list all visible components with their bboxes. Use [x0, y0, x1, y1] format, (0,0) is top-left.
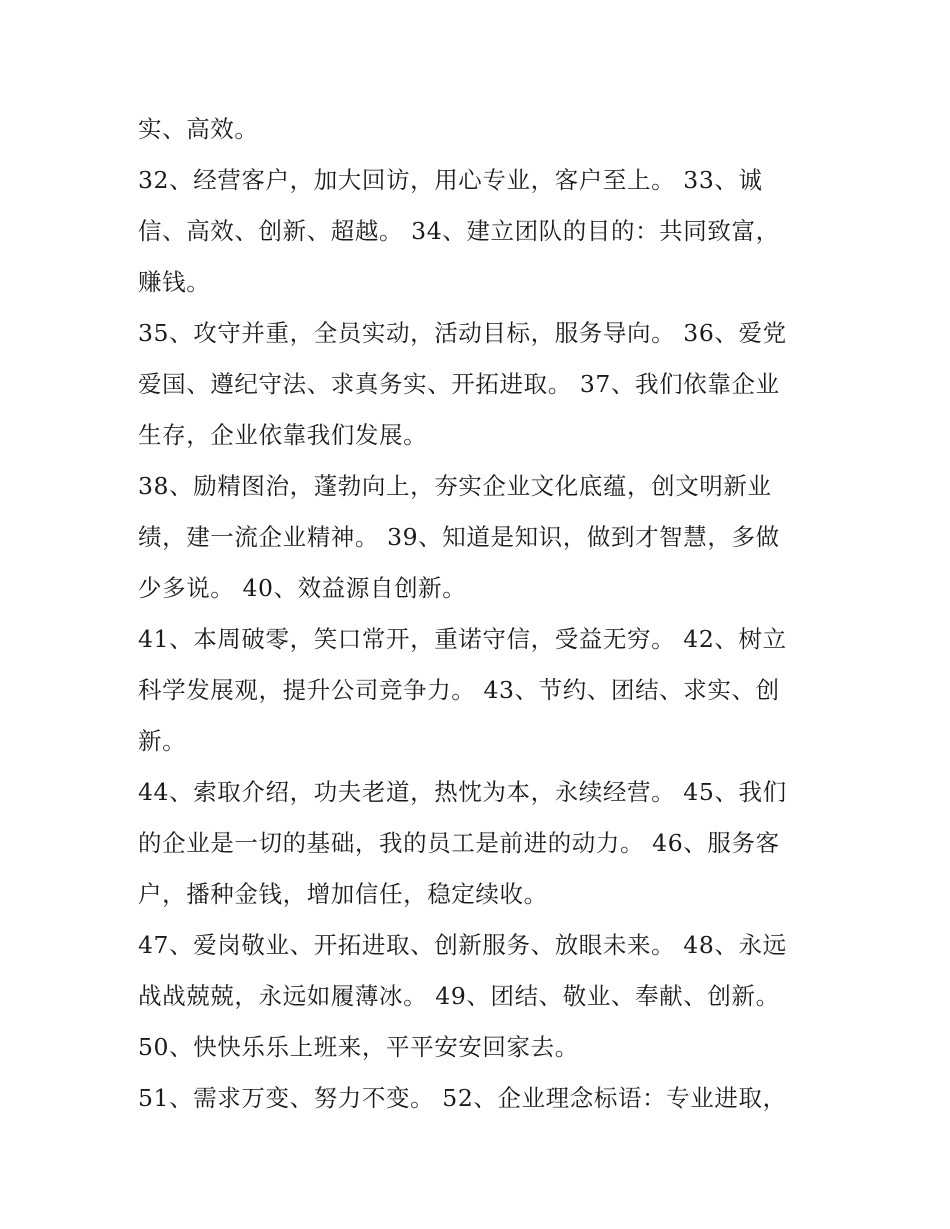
text-line: 47、爱岗敬业、开拓进取、创新服务、放眼未来。 48、永远	[138, 931, 787, 959]
text-line: 35、攻守并重，全员实动，活动目标，服务导向。 36、爱党	[138, 319, 787, 347]
text-line: 51、需求万变、努力不变。 52、企业理念标语：专业进取，	[138, 1084, 787, 1112]
text-line: 32、经营客户，加大回访，用心专业，客户至上。 33、诚	[138, 166, 763, 194]
text-line: 41、本周破零，笑口常开，重诺守信，受益无穷。 42、树立	[138, 625, 787, 653]
document-body	[138, 110, 798, 1130]
text-line: 新。	[138, 727, 187, 755]
text-line: 少多说。 40、效益源自创新。	[138, 574, 467, 602]
text-line: 战战兢兢，永远如履薄冰。 49、团结、敬业、奉献、创新。	[138, 982, 780, 1010]
text-line: 信、高效、创新、超越。 34、建立团队的目的：共同致富，	[138, 217, 780, 245]
text-line: 38、励精图治，蓬勃向上，夯实企业文化底蕴，创文明新业	[138, 472, 772, 500]
text-line: 50、快快乐乐上班来，平平安安回家去。	[138, 1033, 579, 1061]
text-line: 科学发展观，提升公司竞争力。 43、节约、团结、求实、创	[138, 676, 780, 704]
text-line: 44、索取介绍，功夫老道，热忱为本，永续经营。 45、我们	[138, 778, 787, 806]
text-line: 户，播种金钱，增加信任，稳定续收。	[138, 880, 548, 908]
text-line: 赚钱。	[138, 268, 211, 296]
text-line: 的企业是一切的基础，我的员工是前进的动力。 46、服务客	[138, 829, 780, 857]
text-line: 绩，建一流企业精神。 39、知道是知识，做到才智慧，多做	[138, 523, 780, 551]
text-line: 爱国、遵纪守法、求真务实、开拓进取。 37、我们依靠企业	[138, 370, 780, 398]
text-line: 实、高效。	[138, 115, 259, 143]
text-line: 生存，企业依靠我们发展。	[138, 421, 428, 449]
